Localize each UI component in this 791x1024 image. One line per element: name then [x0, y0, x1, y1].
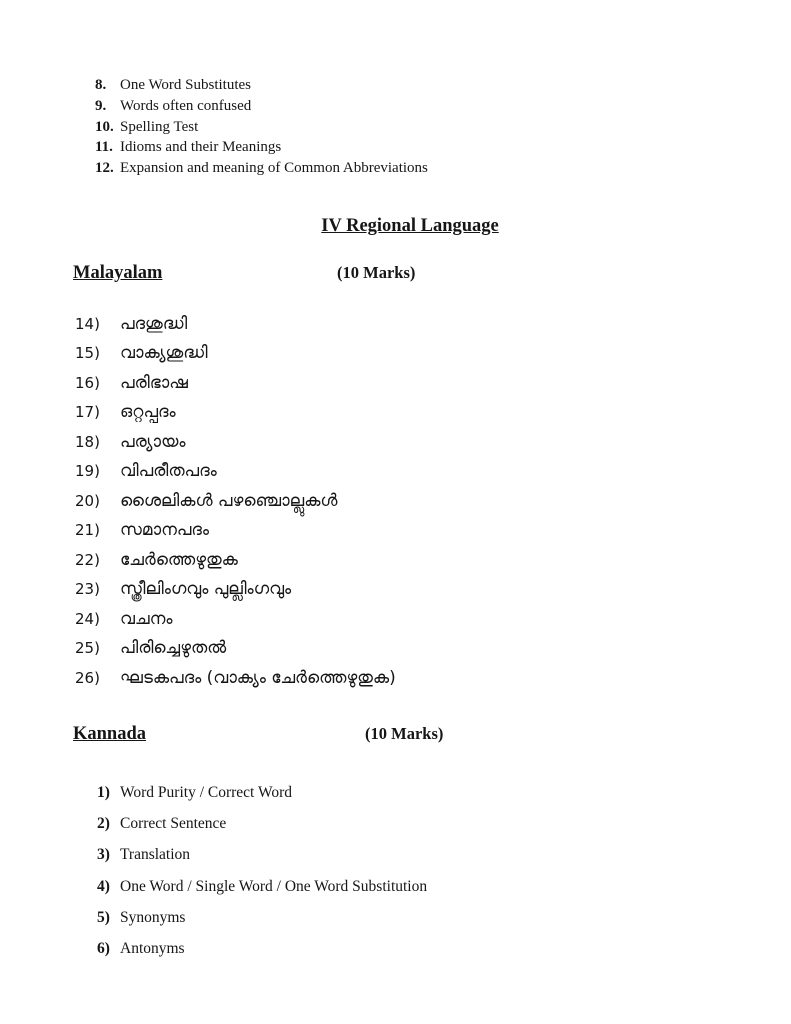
- list-item-number: 21): [75, 521, 100, 540]
- list-item-number: 25): [75, 639, 100, 658]
- list-item-number: 1): [97, 783, 110, 801]
- list-item: [97, 871, 427, 902]
- list-item-text: പിരിച്ചെഴുതൽ: [120, 638, 227, 659]
- list-item: [95, 158, 428, 179]
- list-item: [75, 634, 396, 664]
- list-item: [75, 545, 396, 575]
- list-item-number: 11.: [95, 139, 113, 156]
- list-item-number: 15): [75, 344, 100, 363]
- list-item-text: One Word Substitutes: [120, 77, 252, 93]
- list-item-number: 4): [97, 877, 110, 895]
- list-item-number: 2): [97, 814, 110, 832]
- list-item: [95, 137, 428, 158]
- list-item-number: 10.: [95, 118, 114, 135]
- list-item: [95, 117, 428, 138]
- list-item-text: Expansion and meaning of Common Abbreviations: [120, 160, 428, 177]
- list-item: [95, 75, 428, 96]
- list-item-text: Correct Sentence: [120, 814, 227, 832]
- malayalam-section-header: [0, 263, 791, 287]
- list-item: [75, 398, 396, 428]
- malayalam-marks: (10 Marks): [337, 263, 416, 282]
- list-item-text: വചനം: [120, 608, 173, 629]
- list-item-number: 6): [97, 940, 110, 958]
- list-item: [97, 840, 427, 871]
- list-item: [75, 516, 396, 546]
- list-item-text: ഒറ്റപ്പദം: [120, 402, 176, 423]
- list-item-text: Word Purity / Correct Word: [120, 783, 292, 801]
- list-item-number: 8.: [95, 77, 107, 93]
- section-heading: [30, 216, 790, 237]
- list-item: [75, 575, 396, 605]
- list-item-number: 22): [75, 550, 100, 569]
- list-item-number: 23): [75, 580, 100, 599]
- kannada-title: Kannada: [73, 724, 147, 744]
- list-item-text: പര്യായം: [120, 431, 186, 452]
- list-item-number: 24): [75, 609, 100, 628]
- list-item-text: Synonyms: [120, 908, 186, 926]
- list-item-text: Spelling Test: [120, 118, 199, 135]
- english-topics-list: [95, 75, 428, 179]
- list-item-text: വിപരീതപദം: [120, 461, 217, 482]
- list-item-text: പരിഭാഷ: [120, 372, 188, 393]
- list-item: [95, 96, 428, 117]
- kannada-section-header: [0, 724, 791, 748]
- list-item-number: 14): [75, 314, 100, 333]
- list-item: [75, 427, 396, 457]
- list-item-text: Antonyms: [120, 940, 185, 958]
- list-item-number: 17): [75, 403, 100, 422]
- list-item-text: പദശുദ്ധി: [120, 313, 188, 334]
- list-item-text: വാക്യശുദ്ധി: [120, 343, 208, 364]
- list-item-text: Idioms and their Meanings: [120, 139, 282, 156]
- list-item: [75, 457, 396, 487]
- list-item: [97, 777, 427, 808]
- list-item-number: 16): [75, 373, 100, 392]
- malayalam-topics-list: [75, 309, 396, 693]
- list-item: [75, 368, 396, 398]
- list-item-text: One Word / Single Word / One Word Substitution: [120, 877, 428, 895]
- malayalam-title: Malayalam: [73, 263, 163, 283]
- kannada-marks: (10 Marks): [365, 724, 444, 743]
- list-item-text: സ്ത്രീലിംഗവും പുല്ലിംഗവും: [120, 579, 292, 600]
- list-item: [75, 663, 396, 693]
- list-item: [97, 808, 427, 839]
- list-item-number: 18): [75, 432, 100, 451]
- section-heading-text: IV Regional Language: [321, 216, 499, 236]
- kannada-topics-list: [97, 777, 427, 965]
- list-item-number: 26): [75, 668, 100, 687]
- list-item-number: 12.: [95, 160, 114, 177]
- list-item: [75, 486, 396, 516]
- list-item-text: Words often confused: [120, 97, 252, 114]
- list-item: [75, 339, 396, 369]
- list-item-number: 19): [75, 462, 100, 481]
- list-item-text: Translation: [120, 846, 191, 864]
- list-item: [97, 902, 427, 933]
- list-item-number: 9.: [95, 97, 107, 114]
- list-item-text: ശൈലികൾ പഴഞ്ചൊല്ലുകൾ: [120, 490, 338, 511]
- list-item-text: ചേർത്തെഴുതുക: [120, 549, 238, 570]
- list-item: [75, 309, 396, 339]
- list-item-text: സമാനപദം: [120, 520, 210, 541]
- list-item-text: ഘടകപദം (വാക്യം ചേർത്തെഴുതുക): [120, 667, 396, 688]
- list-item-number: 3): [97, 846, 110, 864]
- list-item-number: 20): [75, 491, 100, 510]
- list-item-number: 5): [97, 908, 110, 926]
- list-item: [97, 933, 427, 964]
- list-item: [75, 604, 396, 634]
